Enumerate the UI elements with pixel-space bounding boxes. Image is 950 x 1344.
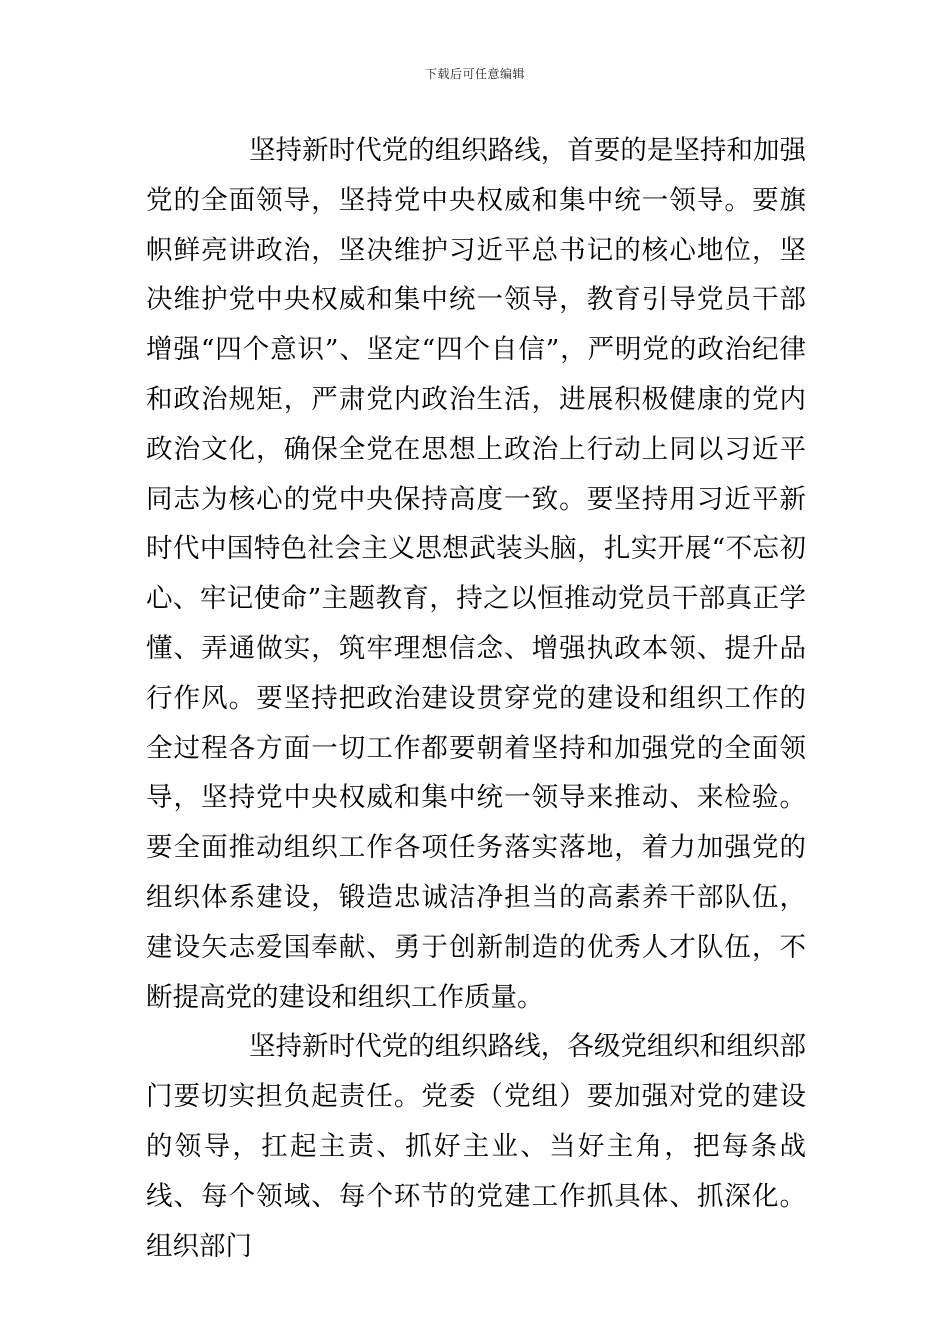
paragraph-1: 坚持新时代党的组织路线，首要的是坚持和加强党的全面领导，坚持党中央权威和集中统一领导。要旗帜鲜亮讲政治，坚决维护习近平总书记的核心地位，坚决维护党中央权威和集中统一领导，教育引导党员干部增强“四个意识”、坚定“四个自信”，严明党的政治纪律和政治规矩，严肃党内政治生活，进展积极健康的党内政治文化，确保全党在思想上政治上行动上同以习近平同志为核心的党中央保持高度一致。要坚持用习近平新时代中国特色社会主义思想武装头脑，扎实开展“不忘初心、牢记使命”主题教育，持之以恒推动党员干部真正学懂、弄通做实，筑牢理想信念、增强执政本领、提升品行作风。要坚持把政治建设贯穿党的建设和组织工作的全过程各方面一切工作都要朝着坚持和加强党的全面领导，坚持党中央权威和集中统一领导来推动、来检验。要全面推动组织工作各项任务落实落地，着力加强党的组织体系建设，锻造忠诚洁净担当的高素养干部队伍，建设矢志爱国奉献、勇于创新制造的优秀人才队伍，不断提高党的建设和组织工作质量。 (146, 135, 806, 1013)
paragraph-2: 坚持新时代党的组织路线，各级党组织和组织部门要切实担负起责任。党委（党组）要加强对党的建设的领导，扛起主责、抓好主业、当好主角，把每条战线、每个领域、每个环节的党建工作抓具体、抓深化。组织部门 (146, 1031, 806, 1262)
header-note: 下载后可任意编辑 (424, 67, 525, 81)
document-body (146, 126, 806, 1271)
